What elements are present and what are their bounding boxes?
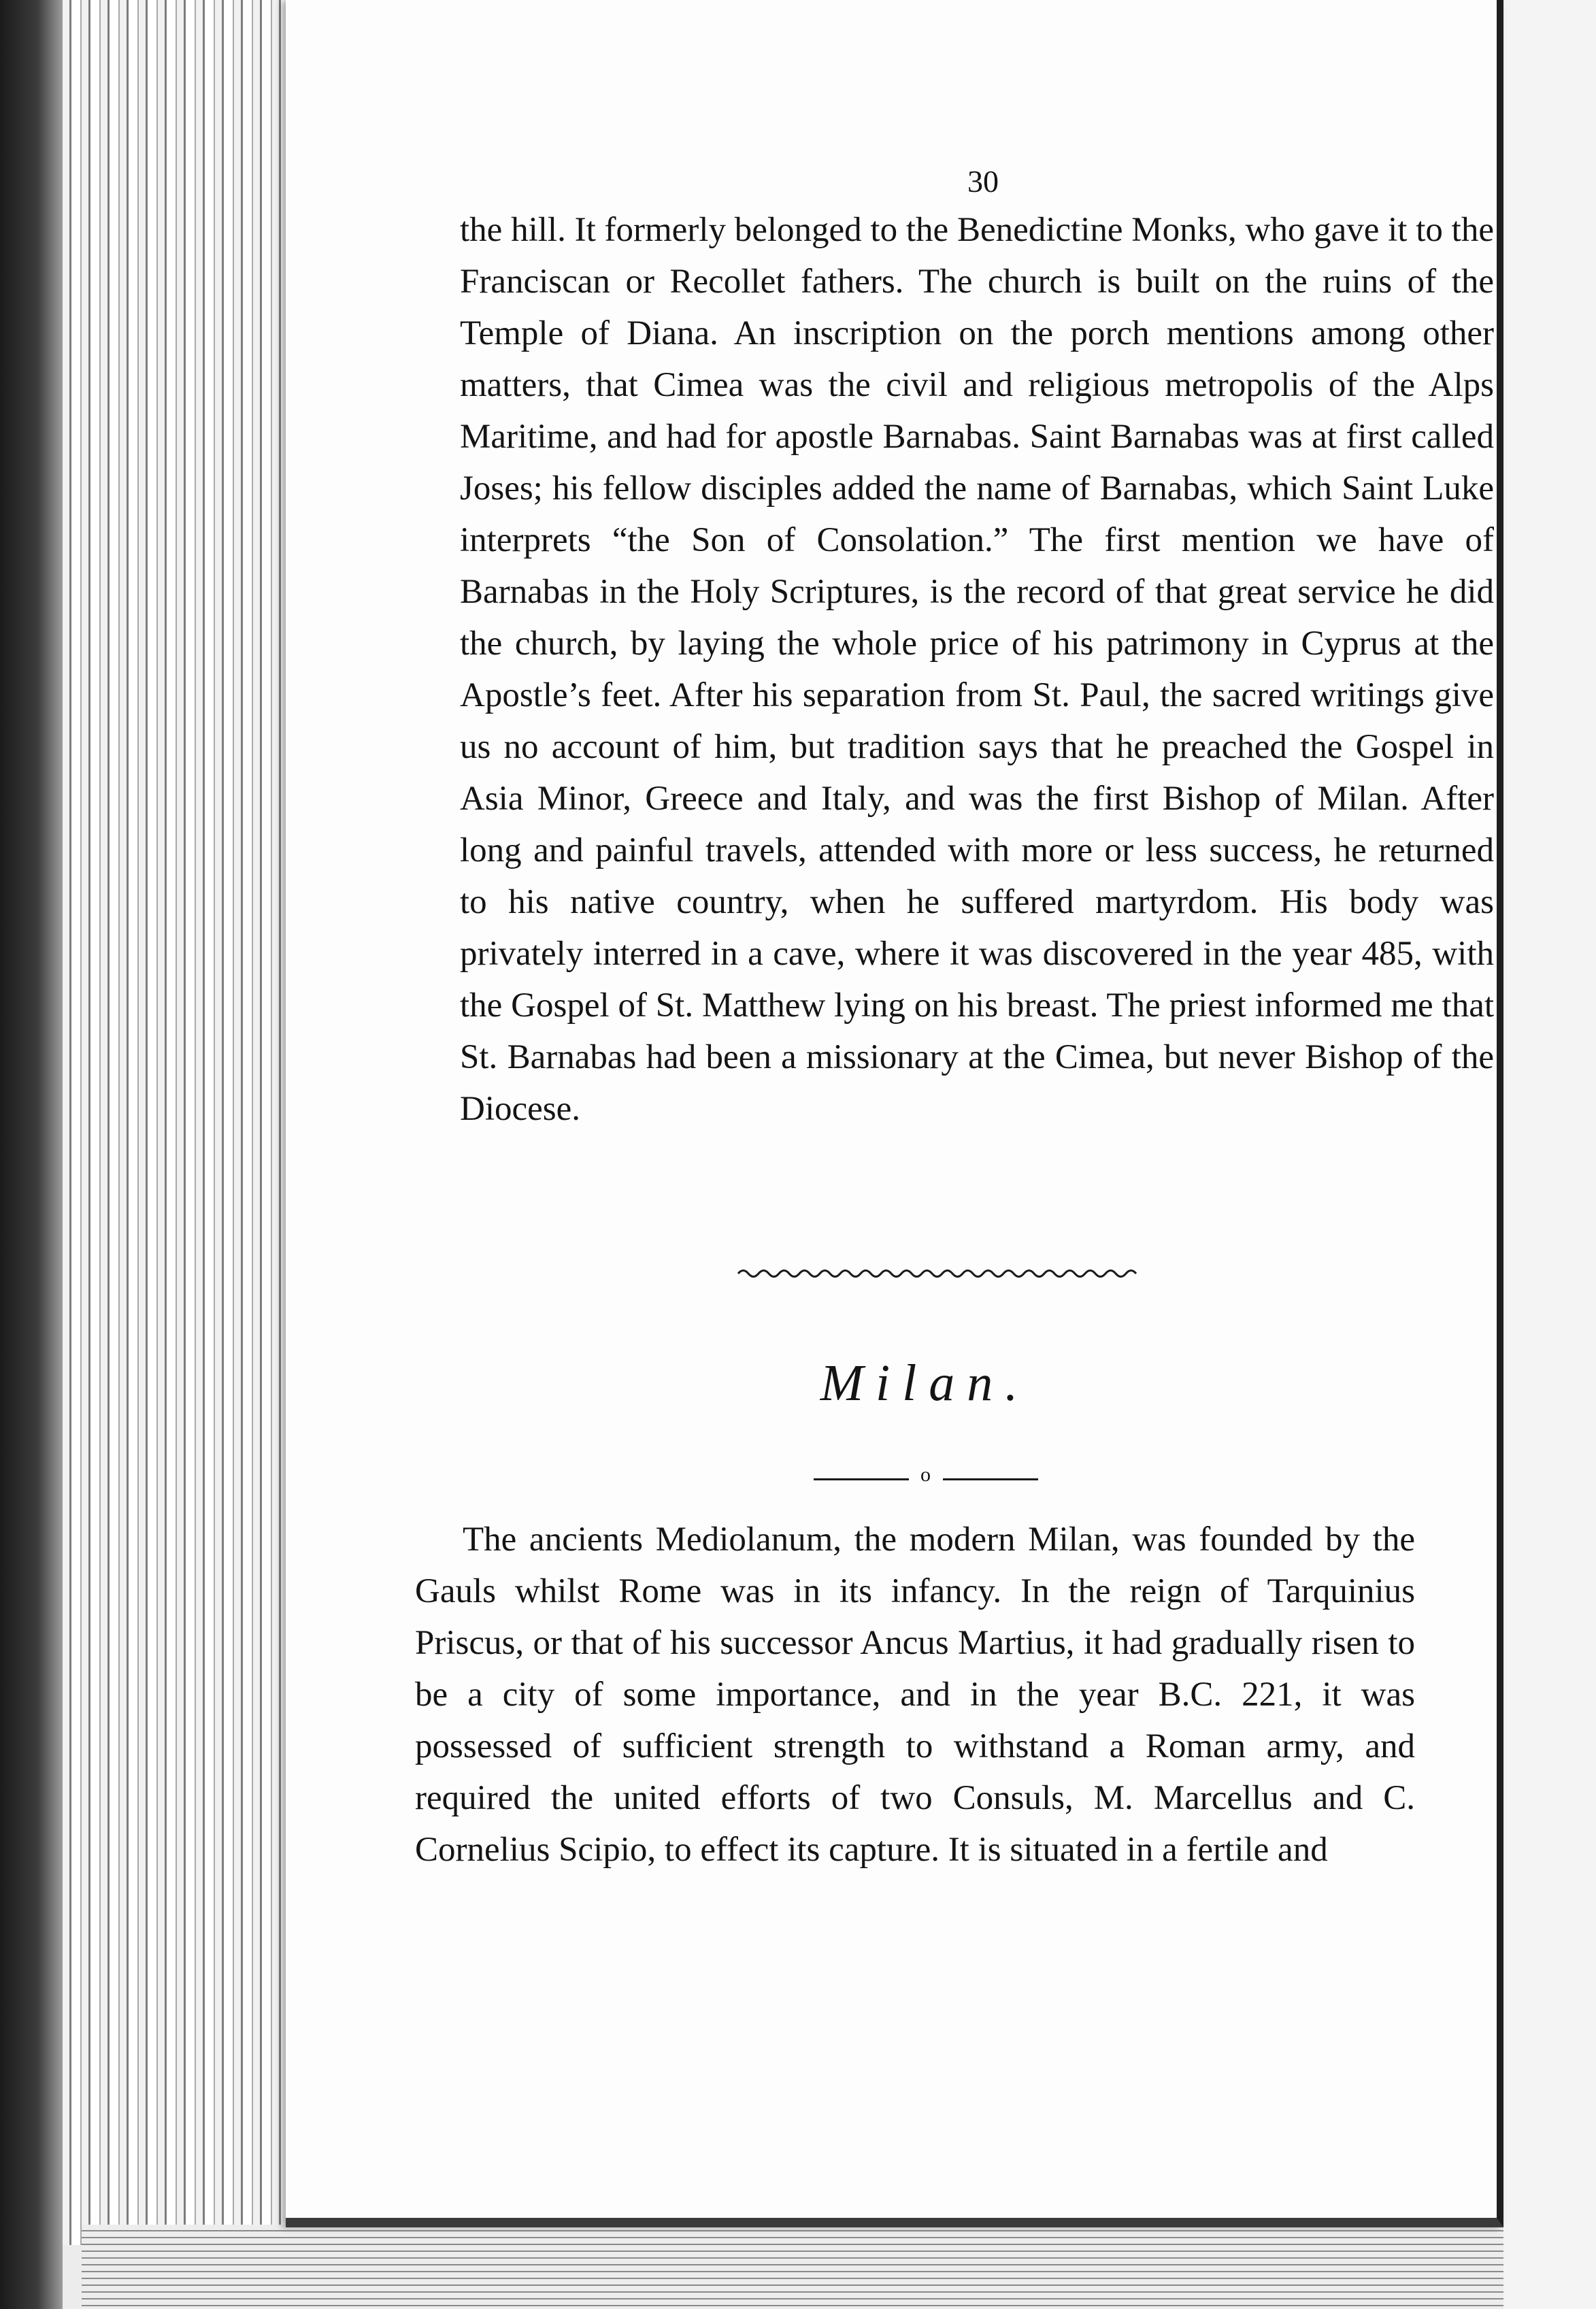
rule-mark: o: [920, 1463, 931, 1486]
stacked-page-edges: [63, 0, 307, 2245]
book-binding-shadow: [0, 0, 63, 2309]
paragraph-milan: The ancients Mediolanum, the modern Milan, was founded by the Gauls whilst Rome was in its infancy. In the reign of Tarquinius Priscus, or that of his successor Ancus Martius, it had gradually risen to be a city of some importance, and in the year B.C. 221, it was possessed of sufficient strength to withstand a Roman army, and required the united efforts of two Consuls, M. Marcellus and C. Cornelius Scipio, to effect its capture. It is situated in a fertile and: [415, 1521, 1415, 1869]
wavy-divider: [735, 1265, 1143, 1282]
section-title: Milan.: [820, 1355, 1031, 1412]
rule-line-left: [814, 1478, 909, 1480]
right-margin-strip: [1503, 0, 1596, 2309]
title-rule: [814, 1463, 1038, 1488]
bottom-page-edges: [82, 2225, 1510, 2309]
rule-line-right: [943, 1478, 1038, 1480]
paragraph-barnabas: the hill. It formerly belonged to the Benedictine Monks, who gave it to the Franciscan or Recollet fathers. The church is built on the ruins of the Temple of Diana. An inscription on the porch mentions among other matters, that Cimea was the civil and religious metropolis of the Alps Maritime, and had for apostle Barnabas. Saint Barnabas was at first called Joses; his fellow disciples added the name of Barnabas, which Saint Luke interprets “the Son of Consolation.” The first mention we have of Barnabas in the Holy Scriptures, is the record of that great service he did the church, by laying the whole price of his patrimony in Cyprus at the Apostle’s feet. After his separation from St. Paul, the sacred writings give us no account of him, but tradition says that he preached the Gospel in Asia Minor, Greece and Italy, and was the first Bishop of Milan. After long and painful travels, attended with more or less success, he returned to his native country, when he suffered martyrdom. His body was privately interred in a cave, where it was discovered in the year 485, with the Gospel of St. Matthew lying on his breast. The priest informed me that St. Barnabas had been a missionary at the Cimea, but never Bishop of the Diocese.: [460, 211, 1494, 1128]
page-number: 30: [967, 164, 999, 199]
